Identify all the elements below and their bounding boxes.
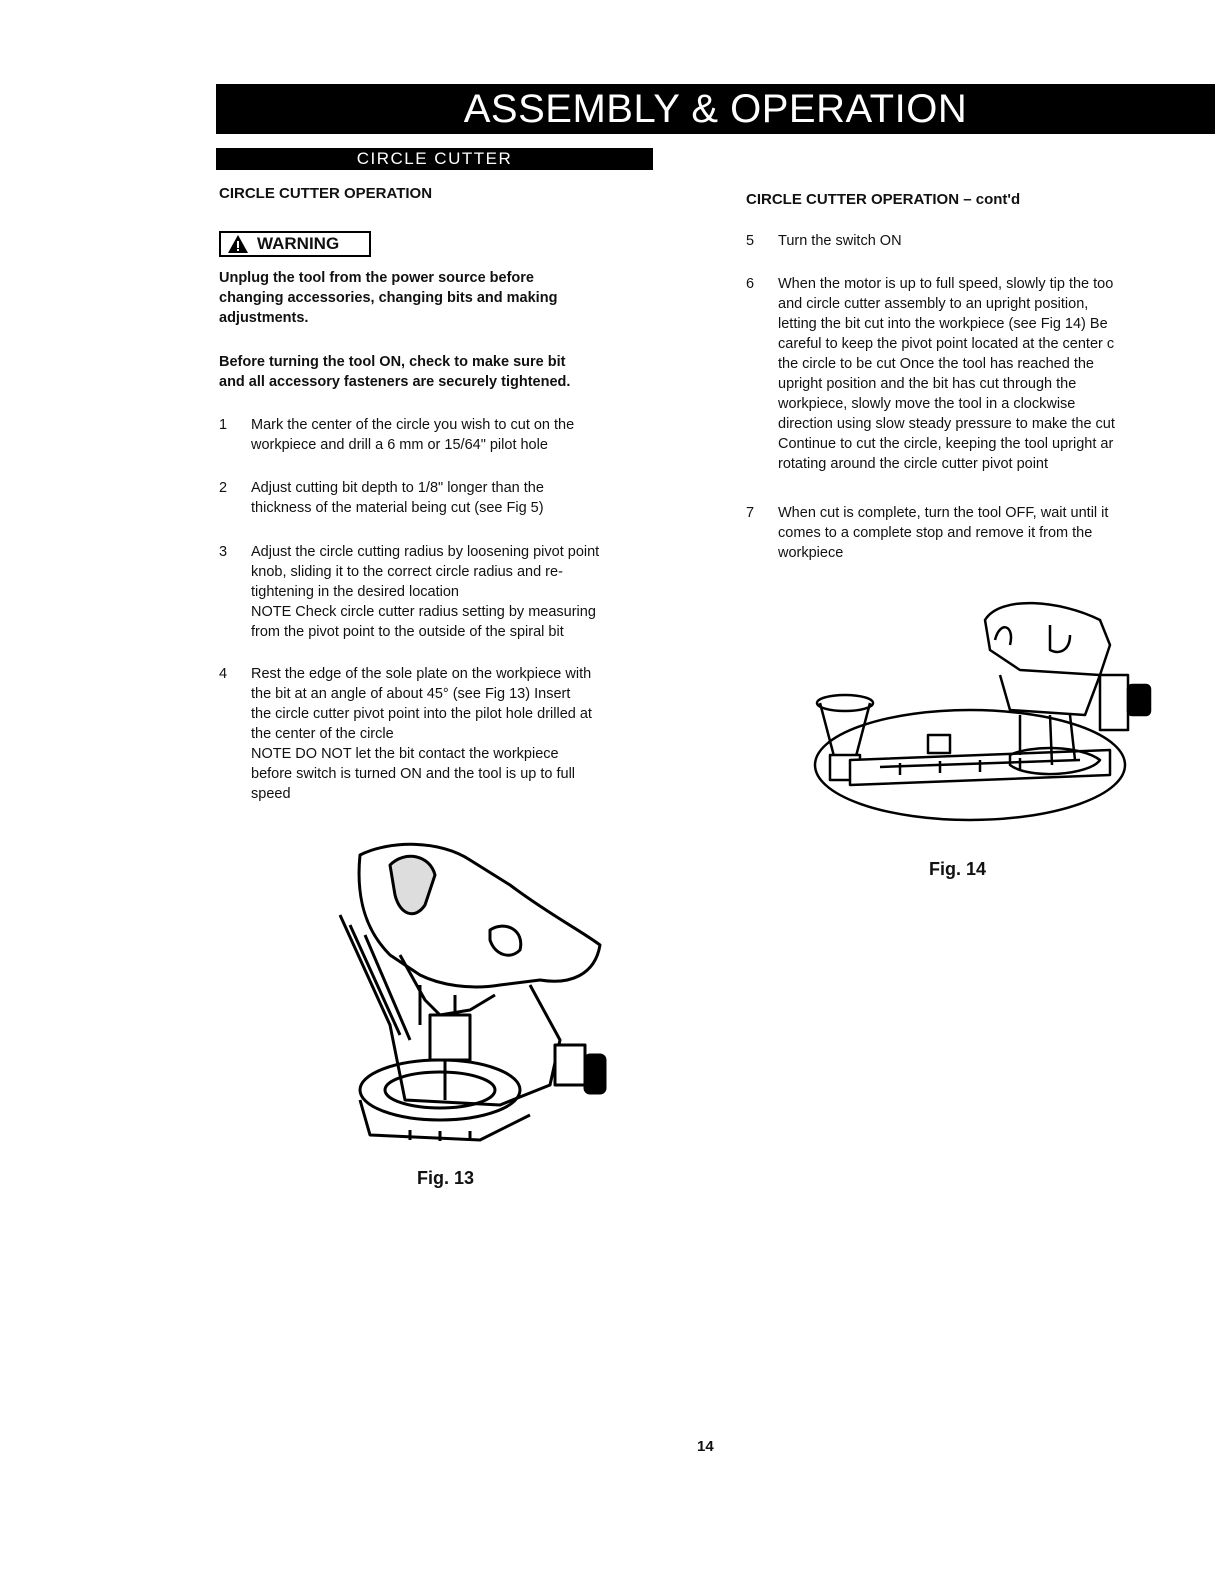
step-line: the circle to be cut Once the tool has reached the bbox=[778, 356, 1094, 372]
step-line: the center of the circle bbox=[251, 726, 394, 742]
step-line: knob, sliding it to the correct circle radius and re- bbox=[251, 564, 563, 580]
step-line: workpiece, slowly move the tool in a clockwise bbox=[778, 396, 1076, 412]
step-line: and circle cutter assembly to an upright position, bbox=[778, 296, 1089, 312]
warning-box bbox=[219, 231, 371, 257]
check-text bbox=[219, 352, 659, 392]
step-line: careful to keep the pivot point located at the center c bbox=[778, 336, 1115, 352]
step-line: the circle cutter pivot point into the pilot hole drilled at bbox=[251, 706, 592, 722]
figure-13-caption: Fig. 13 bbox=[417, 1168, 475, 1188]
step-number: 5 bbox=[746, 233, 755, 249]
step-number: 3 bbox=[219, 544, 228, 560]
page-number: 14 bbox=[697, 1438, 714, 1455]
warning-label: WARNING bbox=[257, 234, 340, 253]
step-line: from the pivot point to the outside of the spiral bit bbox=[251, 624, 564, 640]
step-number: 2 bbox=[219, 480, 228, 496]
left-heading: CIRCLE CUTTER OPERATION bbox=[219, 185, 433, 202]
section-title-bar: CIRCLE CUTTER bbox=[216, 148, 653, 170]
step-line: speed bbox=[251, 786, 291, 802]
warning-triangle-icon bbox=[227, 234, 249, 254]
step-line: the bit at an angle of about 45° (see Fig 13) Insert bbox=[251, 686, 571, 702]
step-line: When the motor is up to full speed, slowly tip the too bbox=[778, 276, 1114, 292]
step-number: 6 bbox=[746, 276, 755, 292]
step-line: workpiece bbox=[778, 545, 844, 561]
step-line: Mark the center of the circle you wish to cut on the bbox=[251, 417, 575, 433]
step-number: 7 bbox=[746, 505, 755, 521]
right-heading: CIRCLE CUTTER OPERATION – cont'd bbox=[746, 191, 1021, 208]
warning-line: adjustments. bbox=[219, 310, 309, 326]
step-line: tightening in the desired location bbox=[251, 584, 459, 600]
step-line: comes to a complete stop and remove it from the bbox=[778, 525, 1093, 541]
step-line: rotating around the circle cutter pivot point bbox=[778, 456, 1049, 472]
step-line: upright position and the bit has cut through the bbox=[778, 376, 1077, 392]
page-title-banner: ASSEMBLY & OPERATION bbox=[216, 84, 1215, 134]
step-line: When cut is complete, turn the tool OFF, wait until it bbox=[778, 505, 1109, 521]
step-line: NOTE DO NOT let the bit contact the workpiece bbox=[251, 746, 559, 762]
step-line: before switch is turned ON and the tool is up to full bbox=[251, 766, 576, 782]
warning-line: changing accessories, changing bits and making bbox=[219, 290, 558, 306]
step-line: Turn the switch ON bbox=[778, 233, 902, 249]
step-line: direction using slow steady pressure to make the cut bbox=[778, 416, 1115, 432]
figure-13-router-illustration bbox=[330, 835, 630, 1155]
step-line: NOTE Check circle cutter radius setting by measuring bbox=[251, 604, 596, 620]
step-line: letting the bit cut into the workpiece (see Fig 14) Be bbox=[778, 316, 1108, 332]
step-line: workpiece and drill a 6 mm or 15/64" pilot hole bbox=[251, 437, 548, 453]
step-line: Continue to cut the circle, keeping the tool upright ar bbox=[778, 436, 1114, 452]
warning-text bbox=[219, 268, 659, 328]
check-line: Before turning the tool ON, check to make sure bit bbox=[219, 354, 566, 370]
step-number: 1 bbox=[219, 417, 228, 433]
step-line: Rest the edge of the sole plate on the workpiece with bbox=[251, 666, 592, 682]
figure-14-caption: Fig. 14 bbox=[929, 859, 987, 879]
step-line: thickness of the material being cut (see Fig 5) bbox=[251, 500, 544, 516]
figure-14-circle-cutter-illustration bbox=[810, 595, 1160, 835]
check-line: and all accessory fasteners are securely tightened. bbox=[219, 374, 571, 390]
warning-line: Unplug the tool from the power source before bbox=[219, 270, 534, 286]
step-line: Adjust cutting bit depth to 1/8" longer than the bbox=[251, 480, 544, 496]
step-line: Adjust the circle cutting radius by loosening pivot point bbox=[251, 544, 600, 560]
step-number: 4 bbox=[219, 666, 228, 682]
